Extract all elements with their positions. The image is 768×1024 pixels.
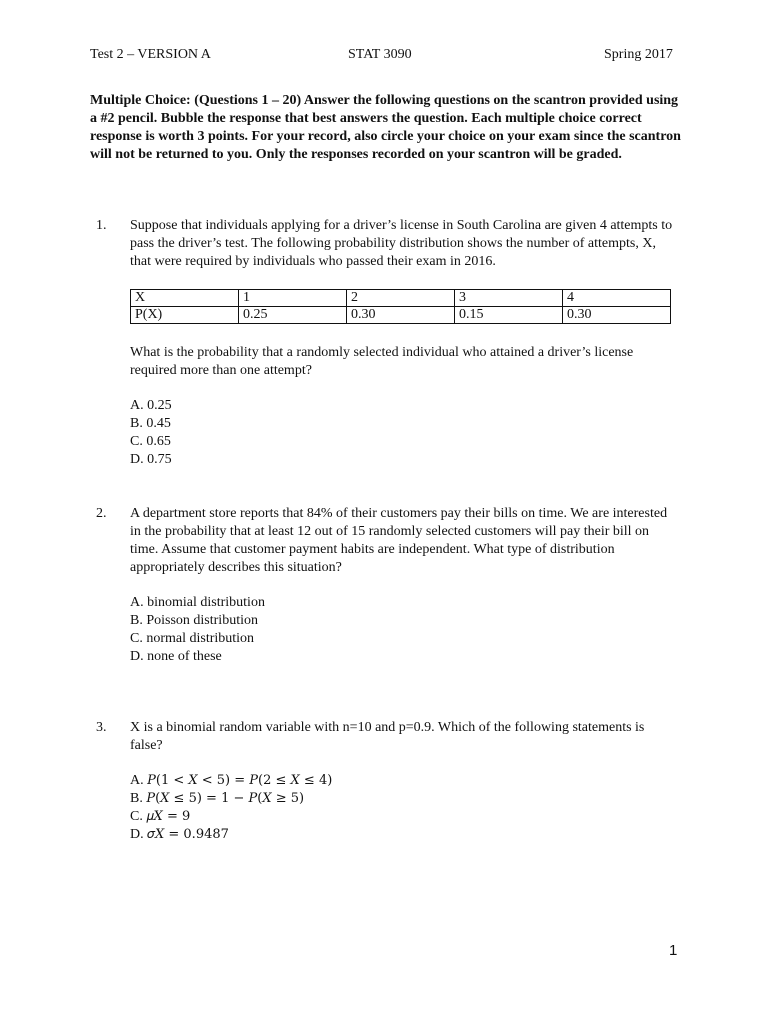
header-test-version: Test 2 – VERSION A (90, 47, 211, 62)
question-prompt: What is the probability that a randomly selected individual who attained a driver’s license required more than one attempt? (130, 345, 634, 378)
answer-option: C. 0.65 (130, 434, 171, 449)
table-cell: P(X) (131, 307, 239, 324)
page-number: 1 (669, 942, 678, 959)
option-expression: 𝑃(𝑋 ≤ 5) = 1 − 𝑃(𝑋 ≥ 5) (146, 791, 305, 806)
answer-option (130, 826, 332, 844)
table-cell: X (131, 290, 239, 307)
option-expression: 𝜇𝑋 = 9 (146, 809, 191, 824)
answer-option (130, 772, 332, 790)
answer-option (130, 790, 332, 808)
answer-option (130, 808, 332, 826)
answer-options (130, 397, 172, 469)
option-expression: 𝜎𝑋 = 0.9487 (147, 827, 229, 842)
answer-option: B. Poisson distribution (130, 613, 258, 628)
answer-option: D. none of these (130, 649, 222, 664)
header-course: STAT 3090 (348, 47, 412, 62)
table-cell: 0.30 (563, 307, 671, 324)
question-number: 3. (96, 720, 107, 735)
table-cell: 0.30 (347, 307, 455, 324)
answer-option: A. 0.25 (130, 398, 172, 413)
table-row (131, 307, 671, 324)
question-stem: A department store reports that 84% of their customers pay their bills on time. We are interested in the probability that at least 12 out of 15 randomly selected customers will pay their bill on time. Assume that customer payment habits are independent. What type of distribution appropriately describes this situation? (130, 506, 668, 575)
table-cell: 4 (563, 290, 671, 307)
question-number: 2. (96, 506, 107, 521)
question-number: 1. (96, 218, 107, 233)
question-stem: Suppose that individuals applying for a driver’s license in South Carolina are given 4 attempts to pass the driver’s test. The following probability distribution shows the number of attempts, X, that were required by individuals who passed their exam in 2016. (130, 218, 673, 269)
table-cell: 2 (347, 290, 455, 307)
answer-option: B. 0.45 (130, 416, 171, 431)
instructions: Multiple Choice: (Questions 1 – 20) Answer the following questions on the scantron provided using a #2 pencil. Bubble the response that best answers the question. Each multiple choice correct response is worth 3 points. For your record, also circle your choice on your exam since the scantron will not be returned to you. Only the responses recorded on your scantron will be graded. (90, 93, 681, 162)
question-stem: X is a binomial random variable with n=10 and p=0.9. Which of the following statements is false? (130, 720, 645, 753)
table-cell: 3 (455, 290, 563, 307)
option-label: B. (130, 791, 147, 806)
probability-table (130, 289, 671, 324)
table-cell: 0.25 (239, 307, 347, 324)
table-cell: 1 (239, 290, 347, 307)
answer-options (130, 594, 265, 666)
answer-option: C. normal distribution (130, 631, 255, 646)
answer-option: A. binomial distribution (130, 595, 265, 610)
option-expression: 𝑃(1 < 𝑋 < 5) = 𝑃(2 ≤ 𝑋 ≤ 4) (147, 773, 333, 788)
table-cell: 0.15 (455, 307, 563, 324)
option-label: A. (130, 773, 148, 788)
option-label: C. (130, 809, 147, 824)
table-row (131, 290, 671, 307)
answer-option: D. 0.75 (130, 452, 172, 467)
option-label: D. (130, 827, 148, 842)
answer-options (130, 772, 332, 844)
header-term: Spring 2017 (604, 47, 673, 62)
